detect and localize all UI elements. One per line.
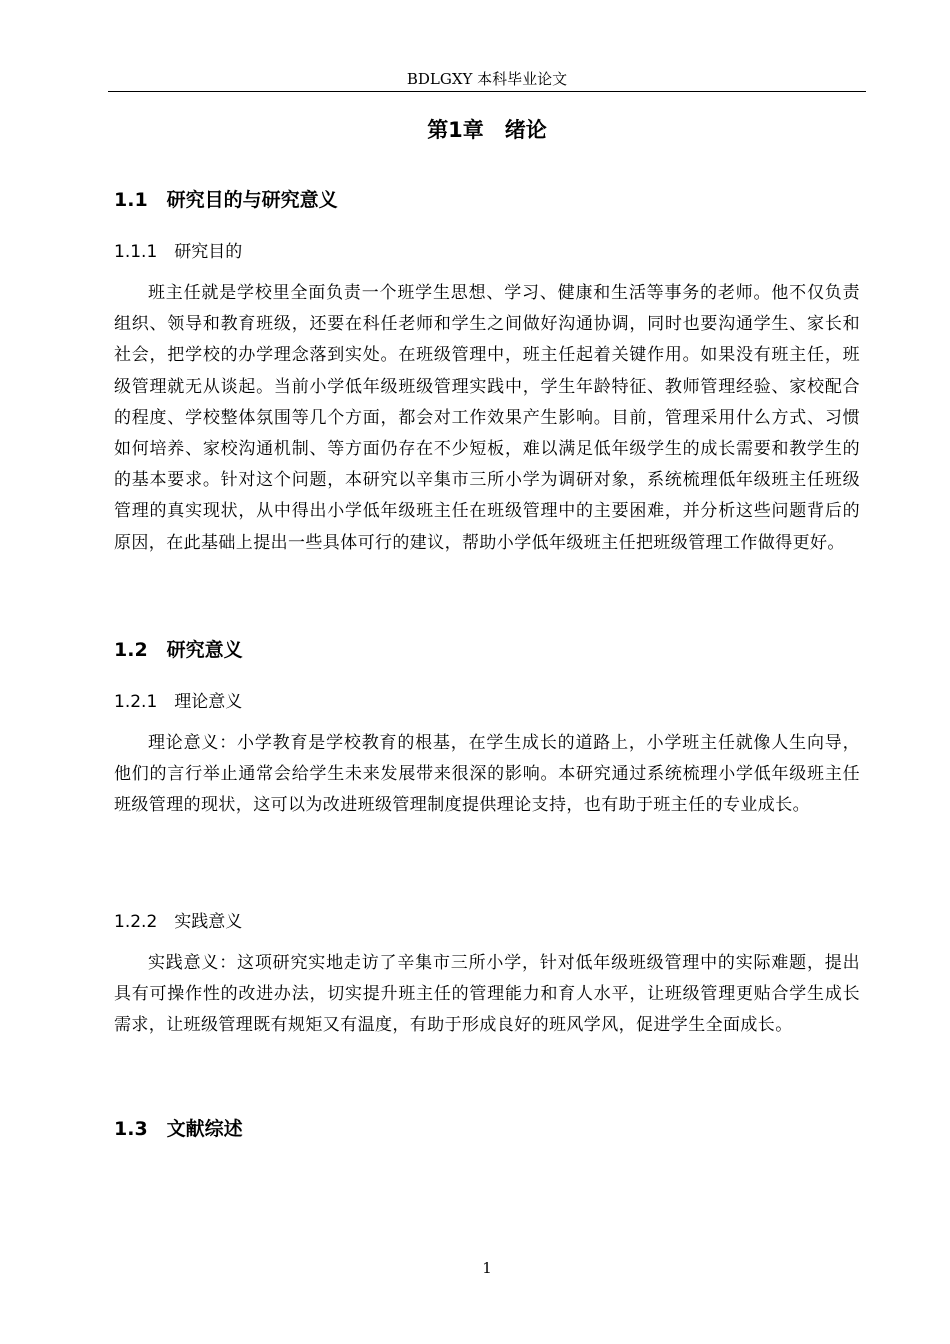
page-header: BDLGXY 本科毕业论文 <box>406 70 568 88</box>
paragraph-research-purpose: 班主任就是学校里全面负责一个班学生思想、学习、健康和生活等事务的老师。他不仅负责组织、领导和教育班级，还要在科任老师和学生之间做好沟通协调，同时也要沟通学生、家长和社会，把学校的办学理念落到实处。在班级管理中，班主任起着关键作用。如果没有班主任，班级管理就无从谈起。当前小学低年级班级管理实践中，学生年龄特征、教师管理经验、家校配合的程度、学校整体氛围等几个方面，都会对工作效果产生影响。目前，管理采用什么方式、习惯如何培养、家校沟通机制、等方面仍存在不少短板，难以满足低年级学生的成长需要和教学生的的基本要求。针对这个问题，本研究以辛集市三所小学为调研对象，系统梳理低年级班主任班级管理的真实现状，从中得出小学低年级班主任在班级管理中的主要困难，并分析这些问题背后的原因，在此基础上提出一些具体可行的建议，帮助小学低年级班主任把班级管理工作做得更好。 <box>114 283 860 553</box>
section-heading-1-2: 1.2 研究意义 <box>114 639 243 661</box>
section-heading-1-1: 1.1 研究目的与研究意义 <box>114 189 338 211</box>
paragraph-theoretical-significance: 理论意义：小学教育是学校教育的根基，在学生成长的道路上，小学班主任就像人生向导，他们的言行举止通常会给学生未来发展带来很深的影响。本研究通过系统梳理小学低年级班主任班级管理的现状，这可以为改进班级管理制度提供理论支持，也有助于班主任的专业成长。 <box>114 733 860 816</box>
page-number: 1 <box>482 1259 492 1277</box>
chapter-title: 第1章 绪论 <box>427 118 547 142</box>
header-rule <box>108 91 866 92</box>
section-heading-1-3: 1.3 文献综述 <box>114 1118 243 1140</box>
section-heading-1-2-1: 1.2.1 理论意义 <box>114 692 243 712</box>
paragraph-practical-significance: 实践意义：这项研究实地走访了辛集市三所小学，针对低年级班级管理中的实际难题，提出具有可操作性的改进办法，切实提升班主任的管理能力和育人水平，让班级管理更贴合学生成长需求，让班级管理既有规矩又有温度，有助于形成良好的班风学风，促进学生全面成长。 <box>114 953 860 1036</box>
section-heading-1-1-1: 1.1.1 研究目的 <box>114 242 243 262</box>
section-heading-1-2-2: 1.2.2 实践意义 <box>114 912 243 932</box>
